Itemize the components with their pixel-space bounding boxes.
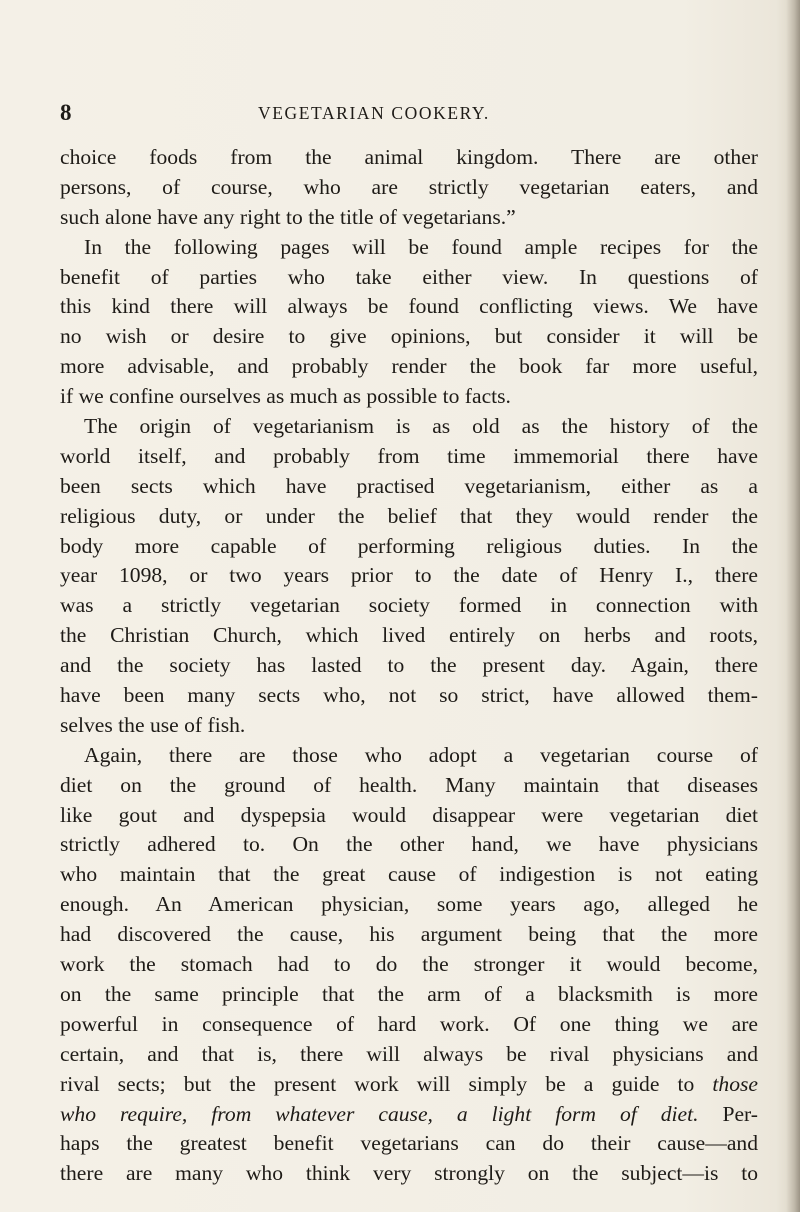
text-line: powerful in consequence of hard work. Of one thing we are (60, 1011, 758, 1036)
text-line: benefit of parties who take either view. In questions of (60, 264, 758, 289)
text-line: strictly adhered to. On the other hand, we have physicians (60, 832, 758, 857)
running-title: VEGETARIAN COOKERY. (258, 103, 490, 123)
text-line: this kind there will always be found conflicting views. We have (60, 294, 758, 319)
text-line: work the stomach had to do the stronger it would become, (60, 952, 758, 977)
italic-run: those (712, 1071, 758, 1096)
text-line: no wish or desire to give opinions, but consider it will be (60, 324, 758, 349)
text-line: world itself, and probably from time immemorial there have (60, 443, 758, 468)
text-line: year 1098, or two years prior to the date of Henry I., there (60, 563, 758, 588)
page-number: 8 (60, 100, 72, 125)
text-line: In the following pages will be found ample recipes for the (84, 234, 758, 259)
text-line: choice foods from the animal kingdom. There are other (60, 145, 758, 169)
text-line: such alone have any right to the title of vegetarians.” (60, 204, 516, 229)
text-line: on the same principle that the arm of a blacksmith is more (60, 981, 758, 1006)
text-line: have been many sects who, not so strict, have allowed them- (60, 683, 758, 708)
text-line: if we confine ourselves as much as possible to facts. (60, 384, 511, 409)
text-line: been sects which have practised vegetarianism, either as a (60, 473, 758, 498)
text-run: rival sects; but the present work will simply be a guide to (60, 1071, 695, 1096)
text-run: Per- (722, 1101, 758, 1126)
text-line: Again, there are those who adopt a vegetarian course of (84, 742, 758, 767)
text-line: diet on the ground of health. Many maintain that diseases (60, 772, 758, 797)
body-text (60, 143, 758, 1189)
text-line-mixed (60, 1070, 758, 1100)
text-line: there are many who think very strongly on the subject—is to (60, 1161, 758, 1186)
text-line-mixed (60, 1100, 758, 1130)
text-line: who maintain that the great cause of indigestion is not eating (60, 862, 758, 887)
text-line: had discovered the cause, his argument being that the more (60, 922, 758, 947)
running-head (60, 100, 760, 130)
text-line: more advisable, and probably render the book far more useful, (60, 354, 758, 379)
text-line: body more capable of performing religious duties. In the (60, 533, 758, 558)
italic-run: from whatever cause, a light form of diet. (211, 1101, 699, 1126)
text-line: haps the greatest benefit vegetarians can do their cause—and (60, 1131, 758, 1156)
italic-run: who require, (60, 1101, 188, 1126)
text-line: persons, of course, who are strictly vegetarian eaters, and (60, 174, 758, 199)
text-line: certain, and that is, there will always be rival physicians and (60, 1041, 758, 1066)
text-line: The origin of vegetarianism is as old as the history of the (84, 414, 758, 439)
text-line: was a strictly vegetarian society formed in connection with (60, 593, 758, 618)
text-line: the Christian Church, which lived entirely on herbs and roots, (60, 623, 758, 648)
text-line: like gout and dyspepsia would disappear were vegetarian diet (60, 802, 758, 827)
text-line: and the society has lasted to the present day. Again, there (60, 653, 758, 678)
page-edge-shadow (786, 0, 800, 1212)
text-line: selves the use of fish. (60, 712, 246, 737)
text-line: religious duty, or under the belief that they would render the (60, 503, 758, 528)
text-line: enough. An American physician, some years ago, alleged he (60, 892, 758, 917)
